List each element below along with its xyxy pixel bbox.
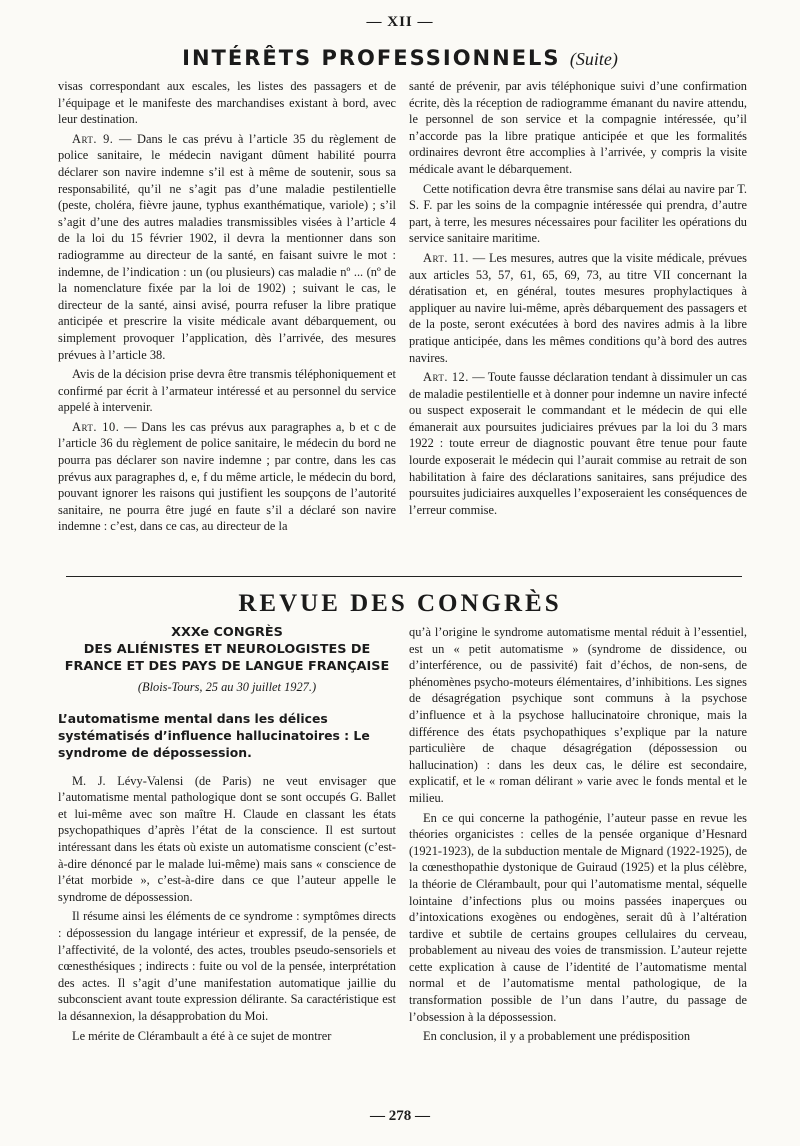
- article-9-paragraph: [58, 131, 396, 363]
- paragraph: Le mérite de Clérambault a été à ce sujet de montrer: [72, 1028, 332, 1043]
- paragraph: M. J. Lévy-Valensi (de Paris) ne veut envisager que l’automatisme mental pathologique dont se sont occupés G. Ballet et lui-même avec son maître H. Claude en classant les états psychopathiques d’après l’état de la conscience. Il est surtout intéressant dans les états où existe un automatisme conscient (c’est-à-dire dénoncé par le malade lui-même) mais sans « conscience de l’état morbide », c’est-à-dire dans ce que l’auteur appelle le syndrome de dépossession.: [58, 773, 396, 904]
- congress-heading: [58, 624, 396, 675]
- paragraph: qu’à l’origine le syndrome automatisme mental réduit à l’essentiel, est un « petit automatisme » (syndrome de dissidence, ou d’interférence, ou de passivité) fait d’échos, de non-sens, de phénomènes psycho-moteurs élémentaires, d’inhibitions. Les signes de désagrégation psychique sont communs à la psychose d’influence et à la psychose hallucinatoire chronique, mais la différence des états psychopathiques s’explique par la nature particulière de chaque désagrégation (dépossession ou hallucination) : dans les deux cas, le délire est secondaire, explicatif, et le « roman délirant » varie avec le fonds mental et le milieu.: [409, 625, 747, 805]
- article-text: — Dans le cas prévu à l’article 35 du règlement de police sanitaire, le médecin navigant dûment habilité pourra déclarer son navire indemne s’il est à même de soutenir, sous sa responsabilité, qu’il ne s’agit pas d’une maladie pestilentielle (peste, choléra, fièvre jaune, typhus exanthématique, variole) ; s’il s’agit d’une des autres maladies transmissibles visées à l’article 4 de la loi du 15 février 1902, il devra la mentionner dans son radiogramme au directeur de la santé, en faisant suivre le mot : indemne, de l’indication : un (ou plusieurs) cas maladie nº ... (nº de la nomenclature fixée par la loi de 1902) ; suivant le cas, le directeur de la santé, ainsi avisé, pourra refuser la libre pratique anticipée et prescrire la visite médicale avant débarquement, ou simplement provoquer l’application, dès l’arrivée, des mesures prévues à l’article 38.: [58, 131, 396, 362]
- article-text: — Dans les cas prévus aux paragraphes a, b et c de l’article 36 du règlement de police sanitaire, le médecin du bord ne pourra pas déclarer son navire indemne ; par contre, dans les cas prévus aux paragraphes d, e, f du même article, le médecin du bord, pouvant ignorer les raisons qui justifient les soupçons de l’autorité sanitaire, ne pourra être jugé en faute s’il a déclaré son navire indemne : c’est, dans ce cas, au directeur de la: [58, 419, 396, 534]
- paragraph: santé de prévenir, par avis téléphonique suivi d’une confirmation écrite, dès la réception de radiogramme émanant du navire attendu, le personnel de son service et la compagnie intéressée, qu’il n’accorde pas la libre pratique anticipée et que les formalités ordinaires devront être accomplies à l’arrivée, y compris la visite médicale avant le débarquement.: [409, 79, 747, 176]
- paragraph: Il résume ainsi les éléments de ce syndrome : symptômes directs : dépossession du langage intérieur et expressif, de la pensée, de l’affectivité, de la volonté, des actes, troubles pseudo-sensoriels et cœnesthésiques ; indirects : fuite ou vol de la pensée, interprétation des actes. Il s’agit d’une manifestation automatique jaillie du subconscient avant toute expression délirante. Sa caractéristique est la désannexion, la désapprobation du Moi.: [58, 909, 396, 1023]
- article-label: Art. 9.: [72, 131, 114, 146]
- article-label: Art. 10.: [72, 419, 120, 434]
- article-text: — Toute fausse déclaration tendant à dissimuler un cas de maladie pestilentielle et à donner pour indemne un navire infecté ou suspect exposerait le commandant et le médecin de qui elle émanerait aux poursuites judiciaires prévues par la loi du 3 mars 1922 : toute erreur de diagnostic pouvant être tenue pour faute lourde exposerait le médecin qui l’aurait commise au retrait de son habilitation à faire des déclarations sanitaires, sans préjudice des poursuites judiciaires auxquelles l’exposeraient les conséquences de l’erreur commise.: [409, 370, 747, 517]
- section-title-text: INTÉRÊTS PROFESSIONNELS: [182, 46, 561, 70]
- paragraph: En ce qui concerne la pathogénie, l’auteur passe en revue les théories organicistes : celles de la pensée organique d’Hesnard (1921-1923), de la subduction mentale de Mignard (1922-1925), de la cœnesthopathie dystonique de Guiraud (1925) et la plus célèbre, la théorie de Clérambault, pour qui l’automatisme mental, séquelle lointaine d’infections plus ou moins passées inaperçues ou d’intoxications exogènes ou endogènes, serait dû à l’altération tardive et subtile de certains groupes cellulaires du cerveau, probablement au niveau des voies de transmission. L’auteur rejette cette explication à cause de l’identité de l’automatisme mental normal et de l’automatisme mental pathologique, de la transformation possible de l’un dans l’autre, du passage de l’obsession à la dépossession.: [409, 810, 747, 1024]
- bottom-right-column: [409, 624, 747, 1048]
- section-title-suffix: (Suite): [569, 49, 618, 69]
- page-number: — 278 —: [370, 1108, 430, 1124]
- top-right-column: [409, 78, 747, 521]
- paragraph: En conclusion, il y a probablement une prédisposition: [423, 1029, 691, 1044]
- roman-page-marker: — XII —: [366, 14, 434, 30]
- article-11-paragraph: [409, 250, 747, 366]
- article-label: Art. 12.: [423, 370, 469, 385]
- article-text: — Les mesures, autres que la visite médicale, prévues aux articles 53, 57, 61, 65, 69, 73, au titre VII concernant la dératisation et, en général, toutes mesures prophylactiques à appliquer au navire lui-même, après débarquement des passagers et de la poste, seront exécutées à bord des navires admis à la libre pratique anticipée, dans les mêmes conditions qu’à bord des autres navires.: [409, 250, 747, 365]
- congress-location-date: (Blois-Tours, 25 au 30 juillet 1927.): [137, 680, 317, 694]
- top-left-column: [58, 78, 396, 538]
- paragraph: Avis de la décision prise devra être transmis téléphoniquement et confirmé par écrit à l’armateur intéressé et au personnel du service appelé à intervenir.: [58, 367, 396, 415]
- section-divider: [66, 576, 742, 577]
- article-10-paragraph: [58, 419, 396, 535]
- article-12-paragraph: [409, 369, 747, 518]
- congress-heading-line: FRANCE ET DES PAYS DE LANGUE FRANÇAISE: [64, 659, 390, 674]
- section-title: [0, 46, 800, 70]
- article-heading: L’automatisme mental dans les délices systématisés d’influence hallucinatoires : Le syndrome de dépossession.: [58, 710, 370, 760]
- congress-heading-line: DES ALIÉNISTES ET NEUROLOGISTES DE: [83, 642, 371, 657]
- bottom-left-column: [58, 624, 396, 1047]
- congress-heading-line: XXXe CONGRÈS: [171, 625, 283, 640]
- paragraph: Cette notification devra être transmise sans délai au navire par T. S. F. par les soins de la compagnie intéressée qui prendra, d’autre part, à terre, les mesures nécessaires pour faciliter les opérations du service sanitaire maritime.: [409, 181, 747, 246]
- paragraph: visas correspondant aux escales, les listes des passagers et de l’équipage et le manifeste des marchandises existant à bord, avec leur destination.: [58, 79, 396, 127]
- revue-title: REVUE DES CONGRÈS: [238, 590, 562, 617]
- article-label: Art. 11.: [423, 250, 469, 265]
